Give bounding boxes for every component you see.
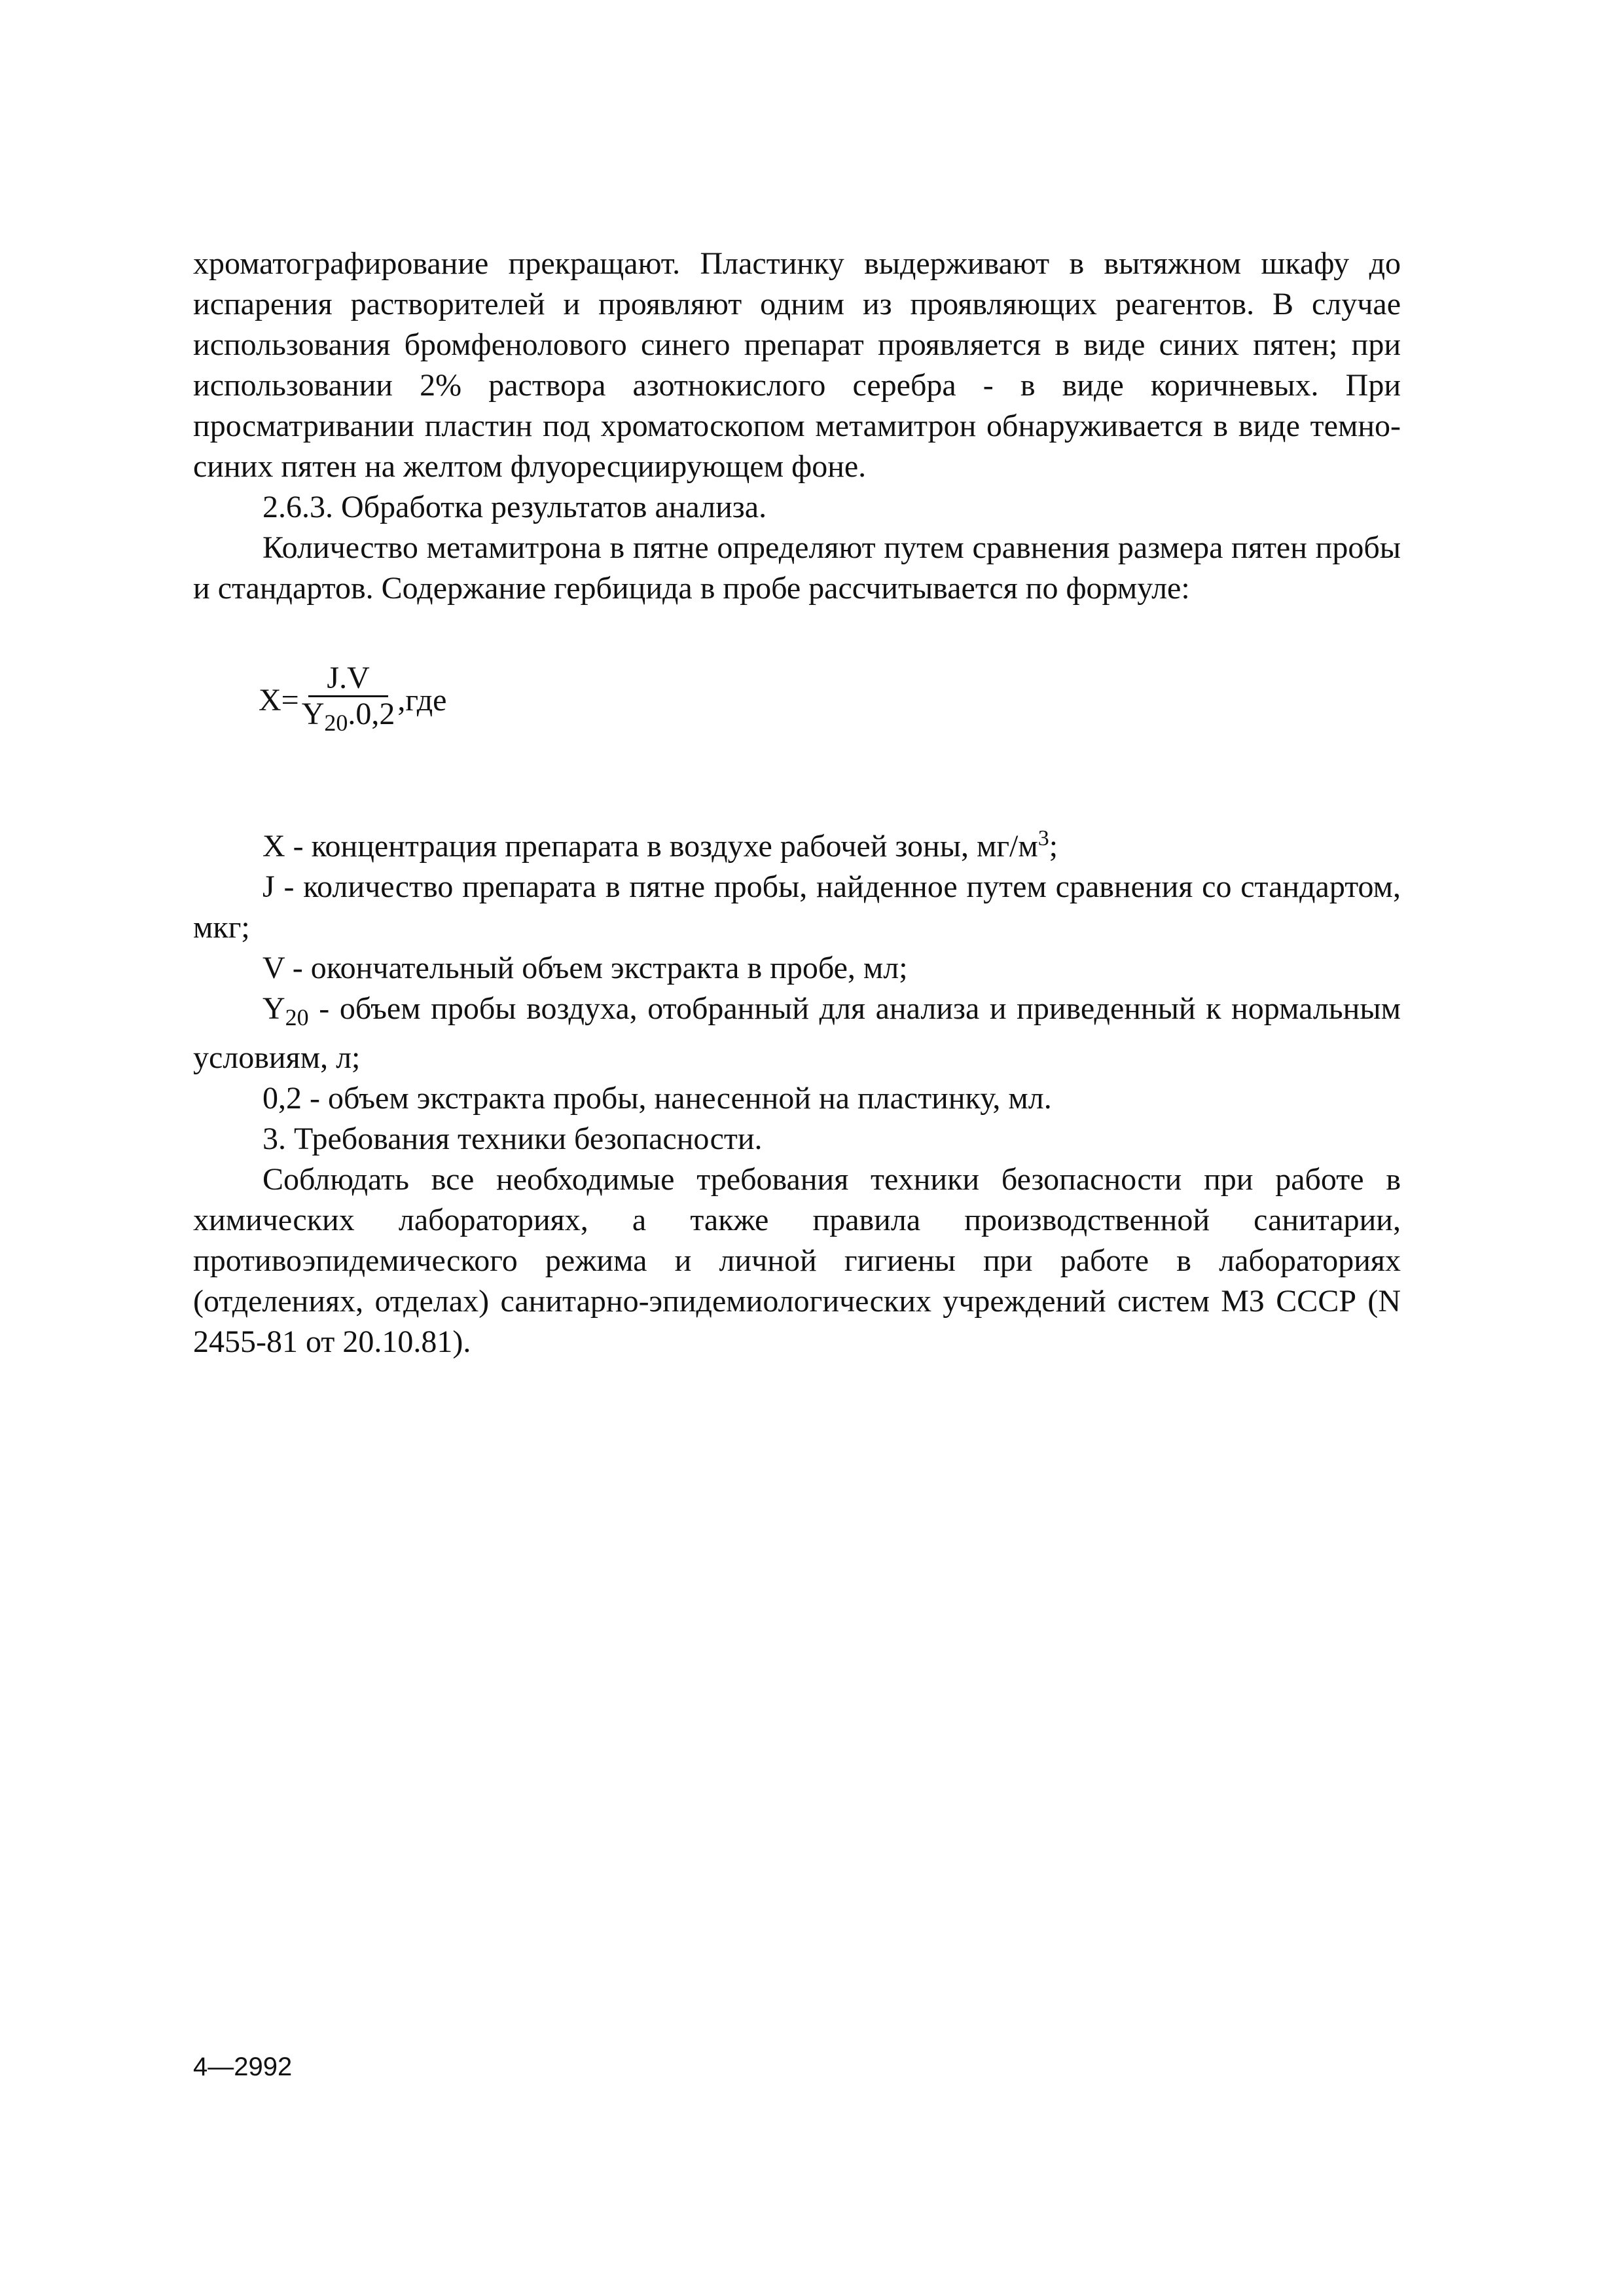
definition-x-superscript: 3 bbox=[1038, 826, 1049, 850]
formula-denominator-main: Y bbox=[301, 697, 325, 731]
intro-paragraph-block bbox=[193, 244, 1401, 609]
definition-y20-text: - объем пробы воздуха, отобранный для анализа и приведенный к нормальным условиям, л; bbox=[193, 991, 1401, 1075]
definition-x-end: ; bbox=[1049, 829, 1058, 864]
definition-y20-subscript: 20 bbox=[285, 1004, 309, 1030]
chromatography-paragraph: хроматографирование прекращают. Пластинку выдерживают в вытяжном шкафу до испарения растворителей и проявляют одним из проявляющих реагентов. В случае использования бромфенолового синего препарат проявляется в виде синих пятен; при использовании 2% раствора азотнокислого серебра - в виде коричневых. При просматривании пластин под хроматоскопом метамитрон обнаруживается в виде темно-синих пятен на желтом флуоресциирующем фоне. bbox=[193, 246, 1401, 484]
formula-denominator-rest: .0,2 bbox=[348, 697, 395, 731]
section-3-body: Соблюдать все необходимые требования техники безопасности при работе в химических лабораториях, а также правила производственной санитарии, противоэпидемического режима и личной гигиены при работе в лабораториях (отделениях, отделах) санитарно-эпидемиологических учреждений систем МЗ СССР (N 2455-81 от 20.10.81). bbox=[193, 1162, 1401, 1359]
definition-v: V - окончательный объем экстракта в пробе, мл; bbox=[262, 951, 908, 985]
formula-fraction bbox=[302, 661, 395, 740]
definition-x-text: X - концентрация препарата в воздухе рабочей зоны, мг/м bbox=[262, 829, 1038, 864]
section-3-heading: 3. Требования техники безопасности. bbox=[262, 1121, 763, 1156]
formula-numerator: J.V bbox=[308, 661, 388, 697]
definition-j: J - количество препарата в пятне пробы, найденное путем сравнения со стандартом, мкг; bbox=[193, 869, 1401, 945]
formula-lhs: X= bbox=[259, 683, 299, 718]
concentration-formula bbox=[259, 661, 446, 740]
section-2-6-3-heading: 2.6.3. Обработка результатов анализа. bbox=[262, 490, 767, 524]
page-footer-code: 4—2992 bbox=[193, 2052, 293, 2081]
formula-denominator-sub: 20 bbox=[324, 710, 348, 736]
formula-denominator bbox=[302, 697, 395, 740]
definition-x bbox=[193, 826, 1401, 867]
definition-y20 bbox=[193, 989, 1401, 1078]
section-2-6-3-body: Количество метамитрона в пятне определяют путем сравнения размера пятен пробы и стандартов. Содержание гербицида в пробе рассчитывается по формуле: bbox=[193, 530, 1401, 606]
formula-suffix: ,где bbox=[397, 683, 447, 718]
definitions-block bbox=[193, 826, 1401, 1362]
definition-0-2: 0,2 - объем экстракта пробы, нанесенной на пластинку, мл. bbox=[262, 1081, 1052, 1116]
definition-y20-symbol: Y bbox=[262, 991, 285, 1026]
